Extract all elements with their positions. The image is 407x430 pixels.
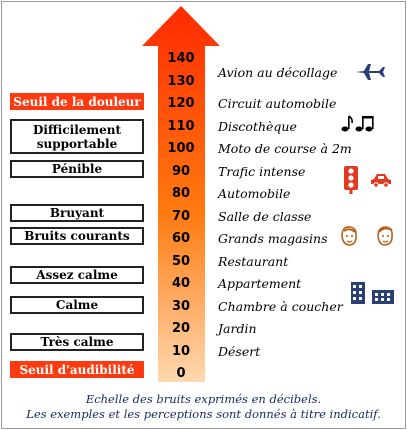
perception-label: Très calme (40, 335, 114, 349)
perception-box-tres-calme (10, 333, 144, 351)
example-label: Avion au décollage (218, 65, 338, 80)
scale-value: 70 (171, 209, 191, 224)
example-label: Grands magasins (218, 231, 328, 246)
perception-label: Difficilement (32, 122, 122, 137)
caption-line-2: Les exemples et les perceptions sont donnés à titre indicatif. (26, 407, 381, 421)
shopper-faces-icon (338, 224, 398, 250)
perception-label: supportable (36, 136, 118, 151)
scale-value: 110 (167, 119, 195, 134)
scale-value: 0 (176, 366, 186, 381)
scale-value: 30 (171, 299, 191, 314)
scale-value: 60 (171, 231, 191, 246)
scale-value: 80 (171, 186, 191, 201)
perception-label: Bruyant (49, 206, 105, 220)
perception-label: Assez calme (36, 268, 118, 282)
example-label: Automobile (218, 186, 291, 201)
scale-value: 140 (167, 51, 195, 66)
perception-label: Pénible (51, 162, 103, 176)
example-label: Appartement (218, 276, 302, 291)
perception-box-bruyant (10, 204, 144, 222)
audibility-threshold-label: Seuil d'audibilité (10, 361, 144, 378)
scale-value: 40 (171, 276, 191, 291)
scale-value: 100 (167, 141, 195, 156)
example-label: Jardin (218, 321, 257, 336)
scale-value: 90 (171, 164, 191, 179)
music-notes-icon (340, 113, 374, 133)
example-label: Restaurant (218, 254, 289, 269)
car-icon (370, 172, 392, 188)
perception-label: Calme (55, 298, 99, 312)
airplane-icon (354, 62, 386, 82)
scale-value: 130 (167, 74, 195, 89)
example-label: Circuit automobile (218, 96, 337, 111)
pain-threshold-label: Seuil de la douleur (10, 93, 144, 110)
scale-value: 50 (171, 254, 191, 269)
scale-value: 120 (167, 96, 195, 111)
example-label: Trafic intense (218, 164, 306, 179)
scale-value: 10 (171, 344, 191, 359)
perception-box-difficilement (10, 119, 144, 154)
caption-line-1: Echelle des bruits exprimés en décibels. (85, 392, 322, 406)
example-label: Moto de course à 2m (218, 141, 352, 156)
perception-box-penible (10, 160, 144, 178)
perception-box-bruits-courants (10, 227, 144, 245)
perception-box-calme (10, 296, 144, 314)
perception-box-assez-calme (10, 266, 144, 284)
scale-value: 20 (171, 321, 191, 336)
apartment-buildings-icon (350, 282, 396, 304)
example-label: Discothèque (218, 119, 297, 134)
example-label: Salle de classe (218, 209, 312, 224)
traffic-light-icon (342, 166, 360, 194)
example-label: Désert (218, 344, 261, 359)
example-label: Chambre à coucher (218, 299, 343, 314)
perception-label: Bruits courants (24, 229, 130, 243)
